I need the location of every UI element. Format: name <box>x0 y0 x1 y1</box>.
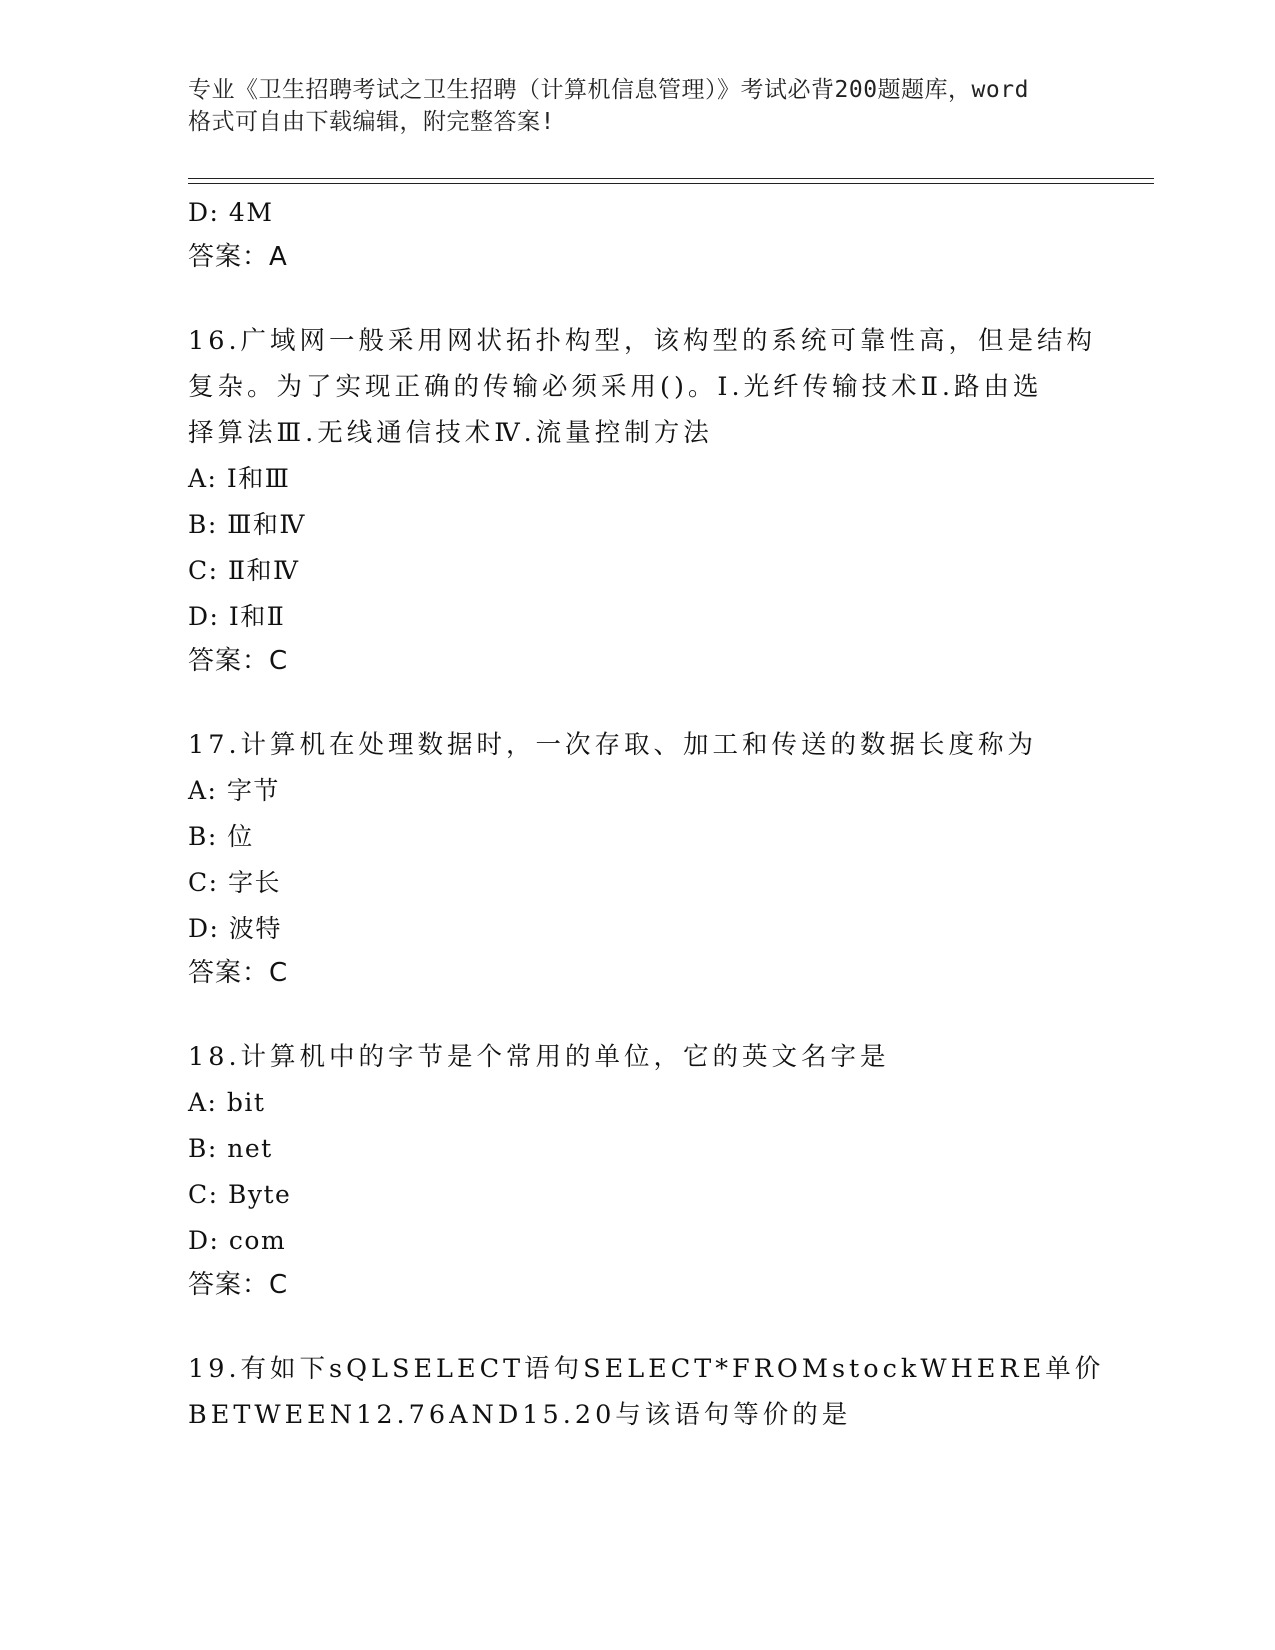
option-a: A: bit <box>188 1088 266 1117</box>
option-d: D: 4M <box>188 198 274 227</box>
option-b: B: net <box>188 1134 273 1163</box>
option-b: B: Ⅲ和Ⅳ <box>188 510 306 539</box>
document-header <box>188 74 1088 138</box>
header-line-1: 专业《卫生招聘考试之卫生招聘（计算机信息管理）》考试必背200题题库，word <box>188 77 1029 103</box>
question-content <box>188 190 1105 1438</box>
option-c: C: 字长 <box>188 868 281 897</box>
question-text-line: 复杂。为了实现正确的传输必须采用()。Ⅰ.光纤传输技术Ⅱ.路由选 <box>188 372 1043 402</box>
question-text-line: BETWEEN12.76AND15.20与该语句等价的是 <box>188 1400 852 1430</box>
answer-line: 答案：A <box>188 242 288 272</box>
option-c: C: Byte <box>188 1180 292 1209</box>
answer-line: 答案：C <box>188 958 289 988</box>
option-d: D: Ⅰ和Ⅱ <box>188 602 286 631</box>
answer-line: 答案：C <box>188 1270 289 1300</box>
question-18 <box>188 1034 1088 1306</box>
question-19 <box>188 1346 1105 1438</box>
question-text-line: 17.计算机在处理数据时，一次存取、加工和传送的数据长度称为 <box>188 730 1038 760</box>
question-16 <box>188 318 1097 682</box>
question-text-line: 19.有如下sQLSELECT语句SELECT*FROMstockWHERE单价 <box>188 1354 1105 1384</box>
question-text-line: 16.广域网一般采用网状拓扑构型，该构型的系统可靠性高，但是结构 <box>188 326 1097 356</box>
option-a: A: Ⅰ和Ⅲ <box>188 464 291 493</box>
option-d: D: com <box>188 1226 287 1255</box>
question-text-line: 18.计算机中的字节是个常用的单位，它的英文名字是 <box>188 1042 890 1072</box>
header-divider-top <box>188 178 1154 179</box>
header-divider-bottom <box>188 183 1154 184</box>
header-line-2: 格式可自由下载编辑，附完整答案! <box>188 109 555 135</box>
question-text-line: 择算法Ⅲ.无线通信技术Ⅳ.流量控制方法 <box>188 418 713 448</box>
option-d: D: 波特 <box>188 914 282 943</box>
option-a: A: 字节 <box>188 776 280 805</box>
option-c: C: Ⅱ和Ⅳ <box>188 556 300 585</box>
answer-line: 答案：C <box>188 646 289 676</box>
option-b: B: 位 <box>188 822 254 851</box>
question-17 <box>188 722 1088 994</box>
